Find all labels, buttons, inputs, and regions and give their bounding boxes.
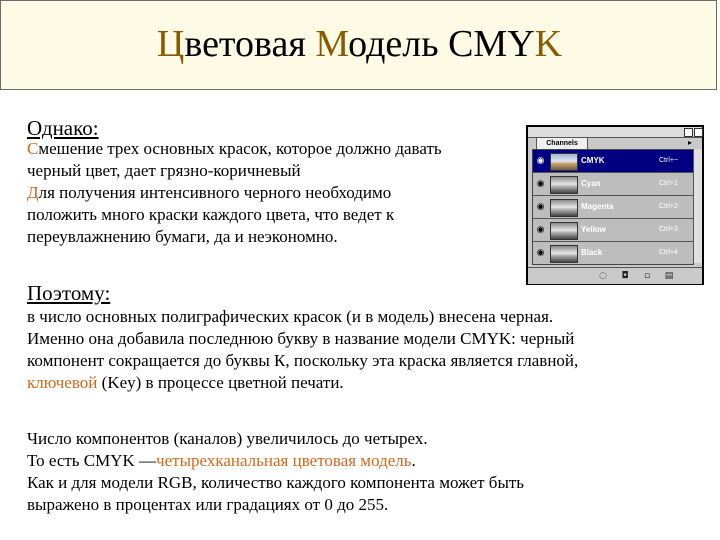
eye-icon[interactable]: ◉ <box>536 224 545 234</box>
text-line: переувлажнению бумаги, да и неэкономно. <box>27 227 338 246</box>
triangle-menu-icon[interactable]: ▸ <box>688 138 693 147</box>
text-line: в число основных полиграфических красок (и в модель) внесена черная. <box>27 307 554 326</box>
text-line <box>27 182 517 204</box>
channel-row-cyan[interactable] <box>533 173 693 196</box>
load-selection-icon[interactable]: ◌ <box>599 271 607 281</box>
channel-shortcut: Ctrl+3 <box>659 226 678 233</box>
text-line: компонент сокращается до буквы К, поскольку эта краска является главной, <box>27 351 579 370</box>
channel-list <box>532 149 694 265</box>
channel-row-yellow[interactable] <box>533 219 693 242</box>
panel-minimize-button[interactable] <box>694 128 703 137</box>
text-line: черный цвет, дает грязно-коричневый <box>27 161 301 180</box>
channel-shortcut: Ctrl+2 <box>659 203 678 210</box>
text-span: . <box>411 451 416 470</box>
text-span: мешение трех основных красок, которое должно давать <box>38 139 442 158</box>
title-letter-k: K <box>534 23 563 65</box>
text-span: ля получения интенсивного черного необходимо <box>38 183 392 202</box>
text-span: (Key) в процессе цветной печати. <box>97 373 344 392</box>
channel-row-black[interactable] <box>533 242 693 264</box>
save-selection-icon[interactable]: ◘ <box>621 271 629 281</box>
key-term: ключевой <box>27 373 98 392</box>
title-letter-m: М <box>315 23 349 65</box>
heading-however: Однако: <box>27 116 99 140</box>
text-span: То есть CMYK — <box>27 451 157 470</box>
heading-therefore: Поэтому: <box>27 281 111 305</box>
new-channel-icon[interactable]: ▫ <box>643 271 651 281</box>
channel-thumbnail <box>550 153 578 171</box>
text-line <box>27 372 697 394</box>
panel-footer <box>528 267 702 284</box>
channel-name: Black <box>581 248 603 257</box>
text-line: Как и для модели RGB, количество каждого компонента может быть <box>27 473 525 492</box>
text-line: выражено в процентах или градациях от 0 до 255. <box>27 495 389 514</box>
text-line: положить много краски каждого цвета, что ведет к <box>27 205 395 224</box>
text-line <box>27 138 517 160</box>
channel-thumbnail <box>550 176 578 194</box>
channel-name: Yellow <box>581 225 606 234</box>
tab-channels[interactable]: Channels <box>536 137 588 149</box>
channel-thumbnail <box>550 199 578 217</box>
panel-close-button[interactable] <box>684 128 693 137</box>
channel-row-magenta[interactable] <box>533 196 693 219</box>
channel-name: Cyan <box>581 179 601 188</box>
channel-shortcut: Ctrl+~ <box>659 157 679 164</box>
eye-icon[interactable]: ◉ <box>536 201 545 211</box>
eye-icon[interactable]: ◉ <box>536 178 545 188</box>
channel-shortcut: Ctrl+1 <box>659 180 678 187</box>
channel-name: Magenta <box>581 202 614 211</box>
channels-panel <box>526 125 704 285</box>
eye-icon[interactable]: ◉ <box>536 155 545 165</box>
channel-thumbnail <box>550 222 578 240</box>
text-line <box>27 450 697 472</box>
accent-letter: Д <box>27 183 39 202</box>
text-line: Именно она добавила последнюю букву в название модели CMYK: черный <box>27 329 575 348</box>
channel-row-cmyk[interactable] <box>533 150 693 173</box>
title-banner <box>0 0 717 90</box>
title-part-2: одель СМY <box>348 23 535 65</box>
title-letter-c: Ц <box>156 23 185 65</box>
eye-icon[interactable]: ◉ <box>536 247 545 257</box>
paragraph-however <box>27 138 517 248</box>
channel-name: CMYK <box>581 156 605 165</box>
trash-icon[interactable]: ▤ <box>664 271 674 281</box>
paragraph-therefore <box>27 306 697 394</box>
text-line: Число компонентов (каналов) увеличилось до четырех. <box>27 429 428 448</box>
key-term: четырехканальная цветовая модель <box>156 451 412 470</box>
channel-thumbnail <box>550 245 578 263</box>
paragraph-summary <box>27 428 697 516</box>
channel-shortcut: Ctrl+4 <box>659 249 678 256</box>
accent-letter: С <box>27 139 39 158</box>
title-part-1: ветовая <box>184 23 316 65</box>
panel-scrollbar[interactable] <box>693 149 702 263</box>
page-title <box>1 21 718 67</box>
